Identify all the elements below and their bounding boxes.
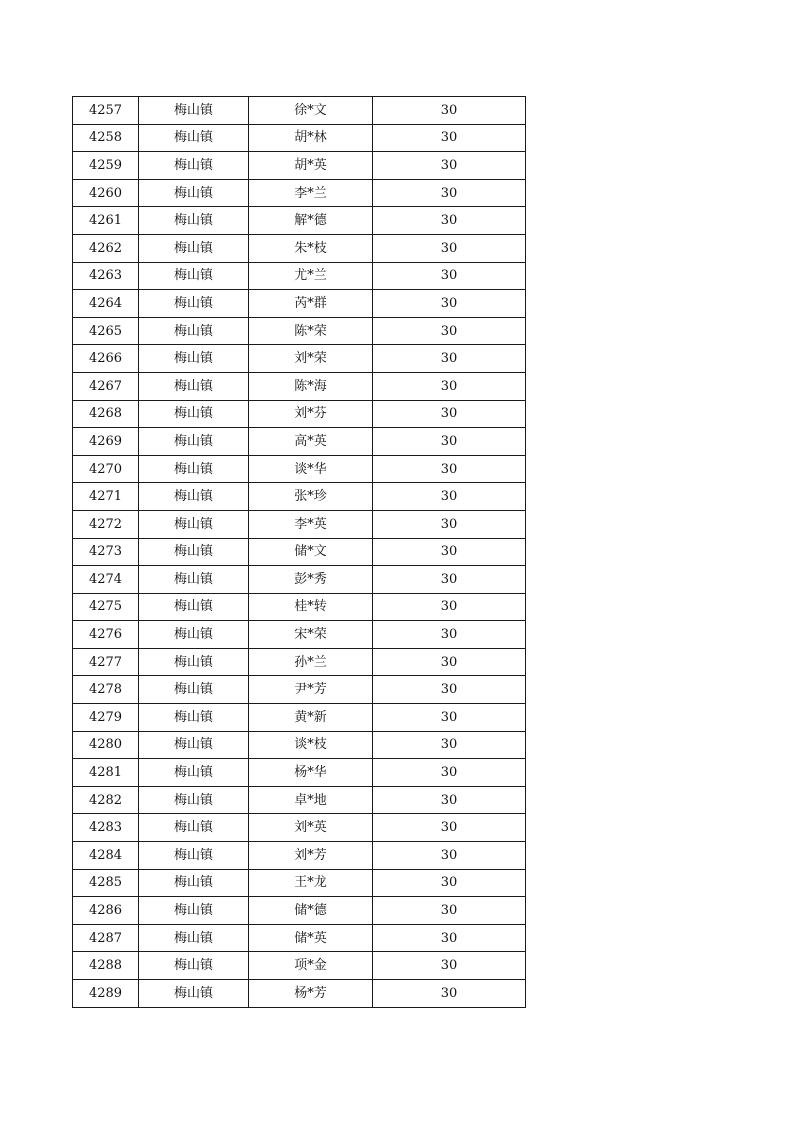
- amount-cell: 30: [373, 704, 526, 732]
- name-cell: 刘*芬: [249, 400, 373, 428]
- row-number-cell: 4268: [73, 400, 139, 428]
- row-number-cell: 4267: [73, 372, 139, 400]
- name-cell: 高*英: [249, 428, 373, 456]
- name-cell: 解*德: [249, 207, 373, 235]
- amount-cell: 30: [373, 980, 526, 1008]
- name-cell: 李*兰: [249, 179, 373, 207]
- amount-cell: 30: [373, 317, 526, 345]
- amount-cell: 30: [373, 676, 526, 704]
- table-row: [73, 345, 526, 373]
- amount-cell: 30: [373, 234, 526, 262]
- table-row: [73, 372, 526, 400]
- town-cell: 梅山镇: [139, 704, 249, 732]
- name-cell: 黄*新: [249, 704, 373, 732]
- amount-cell: 30: [373, 759, 526, 787]
- amount-cell: 30: [373, 952, 526, 980]
- town-cell: 梅山镇: [139, 676, 249, 704]
- row-number-cell: 4257: [73, 97, 139, 125]
- name-cell: 储*德: [249, 897, 373, 925]
- amount-cell: 30: [373, 428, 526, 456]
- amount-cell: 30: [373, 731, 526, 759]
- name-cell: 项*金: [249, 952, 373, 980]
- name-cell: 桂*转: [249, 593, 373, 621]
- row-number-cell: 4277: [73, 648, 139, 676]
- row-number-cell: 4284: [73, 842, 139, 870]
- row-number-cell: 4282: [73, 786, 139, 814]
- amount-cell: 30: [373, 869, 526, 897]
- table-row: [73, 897, 526, 925]
- amount-cell: 30: [373, 566, 526, 594]
- town-cell: 梅山镇: [139, 566, 249, 594]
- amount-cell: 30: [373, 593, 526, 621]
- town-cell: 梅山镇: [139, 152, 249, 180]
- table-row: [73, 869, 526, 897]
- row-number-cell: 4280: [73, 731, 139, 759]
- name-cell: 芮*群: [249, 290, 373, 318]
- town-cell: 梅山镇: [139, 510, 249, 538]
- town-cell: 梅山镇: [139, 593, 249, 621]
- town-cell: 梅山镇: [139, 759, 249, 787]
- town-cell: 梅山镇: [139, 814, 249, 842]
- row-number-cell: 4272: [73, 510, 139, 538]
- name-cell: 尹*芳: [249, 676, 373, 704]
- name-cell: 储*文: [249, 538, 373, 566]
- amount-cell: 30: [373, 345, 526, 373]
- table-row: [73, 262, 526, 290]
- town-cell: 梅山镇: [139, 786, 249, 814]
- amount-cell: 30: [373, 648, 526, 676]
- name-cell: 徐*文: [249, 97, 373, 125]
- amount-cell: 30: [373, 621, 526, 649]
- amount-cell: 30: [373, 124, 526, 152]
- town-cell: 梅山镇: [139, 97, 249, 125]
- row-number-cell: 4261: [73, 207, 139, 235]
- table-row: [73, 234, 526, 262]
- name-cell: 胡*林: [249, 124, 373, 152]
- town-cell: 梅山镇: [139, 290, 249, 318]
- row-number-cell: 4287: [73, 924, 139, 952]
- town-cell: 梅山镇: [139, 621, 249, 649]
- town-cell: 梅山镇: [139, 207, 249, 235]
- amount-cell: 30: [373, 455, 526, 483]
- name-cell: 卓*地: [249, 786, 373, 814]
- table-row: [73, 97, 526, 125]
- table-row: [73, 924, 526, 952]
- table-row: [73, 317, 526, 345]
- table-row: [73, 731, 526, 759]
- table-row: [73, 759, 526, 787]
- town-cell: 梅山镇: [139, 952, 249, 980]
- amount-cell: 30: [373, 786, 526, 814]
- table-row: [73, 290, 526, 318]
- row-number-cell: 4266: [73, 345, 139, 373]
- table-row: [73, 980, 526, 1008]
- row-number-cell: 4262: [73, 234, 139, 262]
- amount-cell: 30: [373, 510, 526, 538]
- name-cell: 陈*荣: [249, 317, 373, 345]
- name-cell: 刘*荣: [249, 345, 373, 373]
- table-row: [73, 455, 526, 483]
- name-cell: 储*英: [249, 924, 373, 952]
- table-row: [73, 814, 526, 842]
- table-row: [73, 400, 526, 428]
- amount-cell: 30: [373, 897, 526, 925]
- name-cell: 陈*海: [249, 372, 373, 400]
- town-cell: 梅山镇: [139, 538, 249, 566]
- amount-cell: 30: [373, 483, 526, 511]
- town-cell: 梅山镇: [139, 731, 249, 759]
- table-row: [73, 428, 526, 456]
- name-cell: 孙*兰: [249, 648, 373, 676]
- town-cell: 梅山镇: [139, 262, 249, 290]
- town-cell: 梅山镇: [139, 234, 249, 262]
- row-number-cell: 4269: [73, 428, 139, 456]
- town-cell: 梅山镇: [139, 400, 249, 428]
- row-number-cell: 4260: [73, 179, 139, 207]
- table-row: [73, 538, 526, 566]
- town-cell: 梅山镇: [139, 455, 249, 483]
- town-cell: 梅山镇: [139, 648, 249, 676]
- amount-cell: 30: [373, 372, 526, 400]
- town-cell: 梅山镇: [139, 317, 249, 345]
- table-row: [73, 593, 526, 621]
- town-cell: 梅山镇: [139, 897, 249, 925]
- amount-cell: 30: [373, 842, 526, 870]
- town-cell: 梅山镇: [139, 924, 249, 952]
- amount-cell: 30: [373, 400, 526, 428]
- data-table: [72, 96, 526, 1008]
- town-cell: 梅山镇: [139, 483, 249, 511]
- name-cell: 尤*兰: [249, 262, 373, 290]
- town-cell: 梅山镇: [139, 842, 249, 870]
- row-number-cell: 4279: [73, 704, 139, 732]
- table-row: [73, 786, 526, 814]
- amount-cell: 30: [373, 814, 526, 842]
- table-row: [73, 952, 526, 980]
- town-cell: 梅山镇: [139, 869, 249, 897]
- row-number-cell: 4263: [73, 262, 139, 290]
- table-row: [73, 842, 526, 870]
- amount-cell: 30: [373, 538, 526, 566]
- table-row: [73, 676, 526, 704]
- name-cell: 刘*英: [249, 814, 373, 842]
- name-cell: 张*珍: [249, 483, 373, 511]
- town-cell: 梅山镇: [139, 980, 249, 1008]
- name-cell: 朱*枝: [249, 234, 373, 262]
- row-number-cell: 4258: [73, 124, 139, 152]
- row-number-cell: 4286: [73, 897, 139, 925]
- row-number-cell: 4278: [73, 676, 139, 704]
- town-cell: 梅山镇: [139, 345, 249, 373]
- amount-cell: 30: [373, 924, 526, 952]
- table-row: [73, 207, 526, 235]
- table-row: [73, 179, 526, 207]
- name-cell: 谈*枝: [249, 731, 373, 759]
- town-cell: 梅山镇: [139, 372, 249, 400]
- row-number-cell: 4275: [73, 593, 139, 621]
- row-number-cell: 4271: [73, 483, 139, 511]
- row-number-cell: 4270: [73, 455, 139, 483]
- table-row: [73, 621, 526, 649]
- table-row: [73, 648, 526, 676]
- name-cell: 李*英: [249, 510, 373, 538]
- amount-cell: 30: [373, 179, 526, 207]
- name-cell: 宋*荣: [249, 621, 373, 649]
- name-cell: 王*龙: [249, 869, 373, 897]
- table-row: [73, 704, 526, 732]
- table-row: [73, 152, 526, 180]
- row-number-cell: 4285: [73, 869, 139, 897]
- name-cell: 刘*芳: [249, 842, 373, 870]
- town-cell: 梅山镇: [139, 124, 249, 152]
- row-number-cell: 4259: [73, 152, 139, 180]
- row-number-cell: 4264: [73, 290, 139, 318]
- row-number-cell: 4281: [73, 759, 139, 787]
- amount-cell: 30: [373, 290, 526, 318]
- table-row: [73, 483, 526, 511]
- row-number-cell: 4276: [73, 621, 139, 649]
- row-number-cell: 4283: [73, 814, 139, 842]
- row-number-cell: 4288: [73, 952, 139, 980]
- amount-cell: 30: [373, 152, 526, 180]
- name-cell: 杨*芳: [249, 980, 373, 1008]
- table-row: [73, 566, 526, 594]
- name-cell: 彭*秀: [249, 566, 373, 594]
- town-cell: 梅山镇: [139, 428, 249, 456]
- name-cell: 杨*华: [249, 759, 373, 787]
- table-body: [73, 97, 526, 1008]
- table-row: [73, 510, 526, 538]
- row-number-cell: 4265: [73, 317, 139, 345]
- table-row: [73, 124, 526, 152]
- amount-cell: 30: [373, 97, 526, 125]
- amount-cell: 30: [373, 207, 526, 235]
- town-cell: 梅山镇: [139, 179, 249, 207]
- name-cell: 谈*华: [249, 455, 373, 483]
- amount-cell: 30: [373, 262, 526, 290]
- row-number-cell: 4289: [73, 980, 139, 1008]
- row-number-cell: 4274: [73, 566, 139, 594]
- row-number-cell: 4273: [73, 538, 139, 566]
- name-cell: 胡*英: [249, 152, 373, 180]
